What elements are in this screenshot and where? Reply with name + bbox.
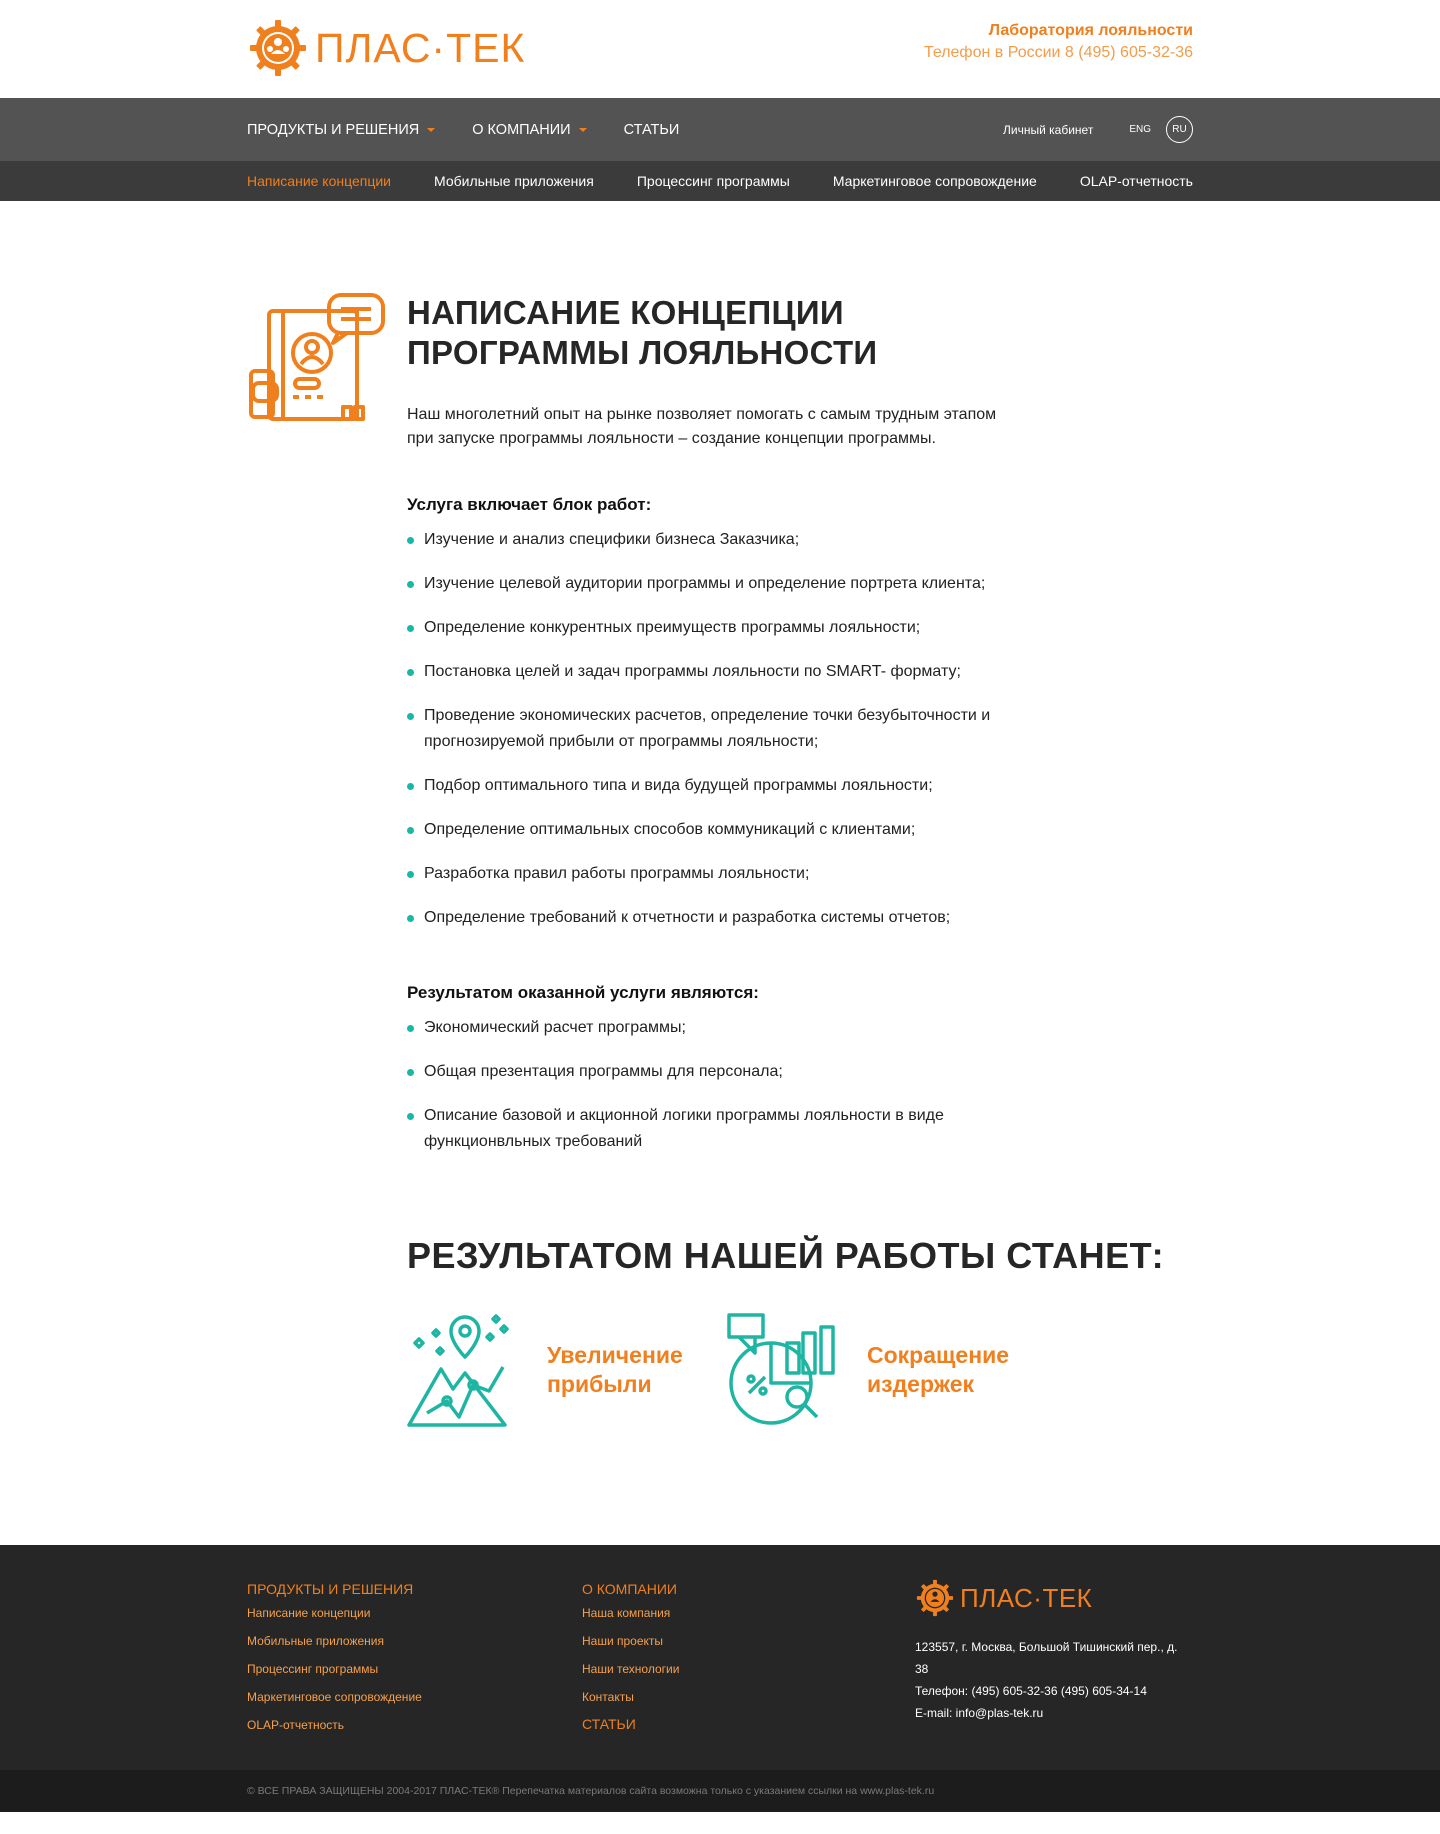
nav-company-label: О КОМПАНИИ — [472, 121, 571, 138]
list-item: Определение конкурентных преимуществ программы лояльности; — [407, 615, 1027, 641]
subnav-processing[interactable]: Процессинг программы — [636, 173, 790, 189]
footer-products-title[interactable]: ПРОДУКТЫ И РЕШЕНИЯ — [247, 1581, 414, 1597]
outcome-profit-line2: прибыли — [547, 1371, 652, 1397]
includes-heading: Услуга включает блок работ: — [407, 495, 652, 514]
list-item: Изучение целевой аудитории программы и определение портрета клиента; — [407, 571, 1027, 597]
list-item: Экономический расчет программы; — [407, 1015, 1027, 1041]
outcome-costs — [727, 1313, 1047, 1427]
outcomes — [407, 1313, 1193, 1545]
footer-link-technologies[interactable]: Наши технологии — [582, 1662, 680, 1676]
copyright-bar — [0, 1770, 1440, 1812]
outcome-profit — [407, 1313, 727, 1427]
list-item: Постановка целей и задач программы лояльности по SMART- формату; — [407, 659, 1027, 685]
lang-eng-button[interactable]: ENG — [1129, 124, 1151, 135]
gear-logo-icon — [247, 17, 309, 79]
lab-title: Лаборатория лояльности — [988, 22, 1193, 39]
footer-articles-title[interactable]: СТАТЬИ — [582, 1716, 636, 1732]
nav-articles[interactable] — [624, 122, 680, 138]
personal-account-link[interactable]: Личный кабинет — [1003, 122, 1094, 137]
main-nav — [0, 98, 1440, 161]
nav-articles-label: СТАТЬИ — [623, 121, 680, 138]
footer-link-olap[interactable]: OLAP-отчетность — [247, 1718, 344, 1732]
outcome-costs-label — [867, 1341, 1009, 1399]
footer-link-projects[interactable]: Наши проекты — [582, 1634, 664, 1648]
outcome-costs-line1: Сокращение — [867, 1342, 1010, 1368]
outcome-costs-line2: издержек — [867, 1371, 975, 1397]
list-item: Общая презентация программы для персонала; — [407, 1059, 1027, 1085]
outcome-profit-line1: Увеличение — [547, 1342, 683, 1368]
page-title-line2: ПРОГРАММЫ ЛОЯЛЬНОСТИ — [407, 334, 878, 371]
gear-logo-icon — [915, 1578, 955, 1618]
logo[interactable] — [247, 17, 525, 79]
includes-list — [407, 527, 1193, 931]
footer-contact — [915, 1581, 1191, 1745]
footer-phones: Телефон: (495) 605-32-36 (495) 605-34-14 — [915, 1684, 1147, 1698]
footer-logo[interactable] — [915, 1578, 1191, 1618]
list-item: Подбор оптимального типа и вида будущей программы лояльности; — [407, 773, 1027, 799]
footer-company-column — [582, 1581, 917, 1745]
site-footer — [0, 1545, 1440, 1770]
nav-products-label: ПРОДУКТЫ И РЕШЕНИЯ — [247, 121, 420, 138]
footer-company-title[interactable]: О КОМПАНИИ — [582, 1581, 677, 1597]
results-list — [407, 1015, 1193, 1155]
lang-ru-button[interactable]: RU — [1166, 116, 1193, 143]
footer-link-concept[interactable]: Написание концепции — [247, 1606, 371, 1620]
caret-down-icon — [427, 128, 435, 132]
site-header — [0, 0, 1440, 98]
page-title-line1: НАПИСАНИЕ КОНЦЕПЦИИ — [407, 294, 844, 331]
copyright-text: © ВСЕ ПРАВА ЗАЩИЩЕНЫ 2004-2017 ПЛАС-ТЕК® Перепечатка материалов сайта возможна только с указанием ссылки на www.plas-tek.ru — [247, 1785, 935, 1797]
footer-link-marketing[interactable]: Маркетинговое сопровождение — [247, 1690, 422, 1704]
footer-link-contacts[interactable]: Контакты — [582, 1690, 634, 1704]
subnav-marketing[interactable]: Маркетинговое сопровождение — [832, 173, 1037, 189]
page-title — [407, 293, 1193, 373]
concept-icon — [247, 291, 407, 436]
caret-down-icon — [579, 128, 587, 132]
results-heading: Результатом оказанной услуги являются: — [407, 983, 759, 1002]
profit-growth-icon — [407, 1313, 521, 1427]
footer-link-processing[interactable]: Процессинг программы — [247, 1662, 379, 1676]
footer-logo-text: ПЛАС·ТЕК — [960, 1582, 1093, 1613]
footer-address: 123557, г. Москва, Большой Тишинский пер., д. 38 — [915, 1640, 1178, 1676]
main-content — [0, 201, 1440, 1545]
subnav-olap[interactable]: OLAP-отчетность — [1079, 173, 1193, 189]
footer-link-mobile[interactable]: Мобильные приложения — [247, 1634, 384, 1648]
subnav-mobile-apps[interactable]: Мобильные приложения — [434, 173, 594, 189]
list-item: Описание базовой и акционной логики программы лояльности в виде функционвльных требований — [407, 1103, 1027, 1155]
sub-nav — [0, 161, 1440, 201]
list-item: Изучение и анализ специфики бизнеса Заказчика; — [407, 527, 1027, 553]
header-phone[interactable]: Телефон в России 8 (495) 605-32-36 — [923, 44, 1193, 61]
nav-company[interactable] — [472, 122, 586, 138]
list-item: Определение требований к отчетности и разработка системы отчетов; — [407, 905, 1027, 931]
list-item: Разработка правил работы программы лояльности; — [407, 861, 1027, 887]
list-item: Проведение экономических расчетов, определение точки безубыточности и прогнозируемой прибыли от программы лояльности; — [407, 703, 1027, 755]
outcome-profit-label — [547, 1341, 683, 1399]
nav-products[interactable] — [247, 122, 435, 138]
list-item: Определение оптимальных способов коммуникаций с клиентами; — [407, 817, 1027, 843]
logo-text: ПЛАС·ТЕК — [315, 24, 526, 71]
intro-text: Наш многолетний опыт на рынке позволяет помогать с самым трудным этапом при запуске программы лояльности – создание концепции программы. — [407, 406, 997, 447]
subnav-concept[interactable]: Написание концепции — [247, 173, 391, 189]
footer-link-our-company[interactable]: Наша компания — [582, 1606, 671, 1620]
cost-reduction-icon — [727, 1313, 841, 1427]
footer-products-column — [247, 1581, 582, 1745]
outcomes-title: РЕЗУЛЬТАТОМ НАШЕЙ РАБОТЫ СТАНЕТ: — [407, 1235, 1165, 1276]
header-contact — [924, 20, 1193, 64]
footer-email[interactable]: E-mail: info@plas-tek.ru — [915, 1706, 1044, 1720]
